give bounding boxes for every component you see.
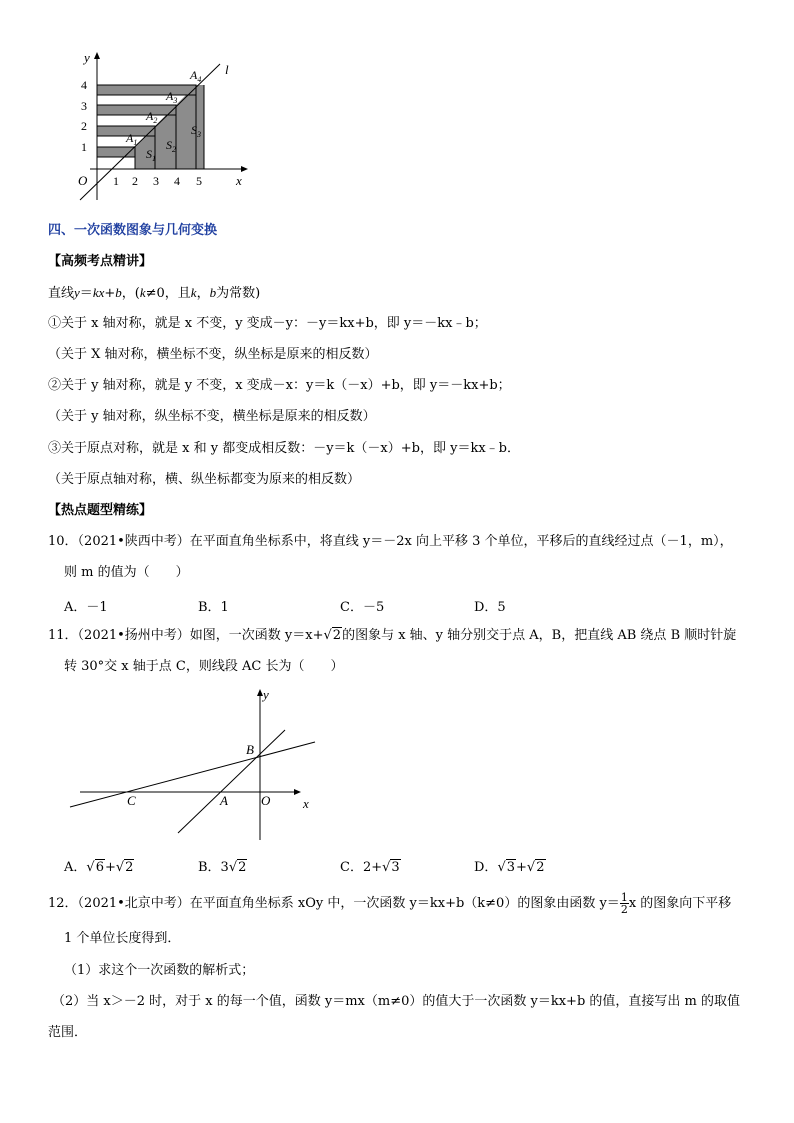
x-axis-label: x [236,173,242,188]
x-tick: 1 [113,174,119,188]
y-tick: 2 [81,119,87,133]
area-s3: $S_3$ [191,123,201,139]
hot-questions-header: 【热点题型精练】 [48,503,153,518]
section-title: 四、一次函数图象与几何变换 [48,223,218,238]
q10-stem: 10．（2021•陕西中考）在平面直角坐标系中，将直线 y＝－2x 向上平移 3 个单位，平移后的直线经过点（－1，m）， [48,534,733,549]
rule-y-axis: ②关于 y 轴对称，就是 y 不变，x 变成－x：y＝k（－x）+b，即 y＝－kx+b； [48,378,511,393]
q11-stem-cont: 转 30°交 x 轴于点 C，则线段 AC 长为（ ） [64,659,344,674]
x-tick: 5 [196,174,202,188]
q10-option-d: D．5 [474,600,506,615]
fraction-half: $\frac{1}{2}$ [620,891,628,916]
point-o: O [261,793,271,808]
q12-part2-cont: 范围． [48,1025,88,1040]
point-a3: $A_3$ [166,89,178,105]
key-points-header: 【高频考点精讲】 [48,254,153,269]
q11-stem: 11．（2021•扬州中考）如图，一次函数 y＝x+√2的图象与 x 轴、y 轴分别交于点 A，B，把直线 AB 绕点 B 顺时针旋 [48,628,737,643]
point-c: C [127,793,136,808]
staircase-figure [70,50,260,205]
point-a2: $A_2$ [146,109,158,125]
rule-origin: ③关于原点对称，就是 x 和 y 都变成相反数：－y＝k（－x）+b，即 y＝kx﹣b． [48,441,520,456]
y-tick: 1 [81,140,87,154]
x-label: x [303,796,309,811]
y-tick: 4 [81,78,87,92]
point-a4: $A_4$ [190,68,202,84]
line-label: l [225,62,229,77]
y-tick: 3 [81,99,87,113]
q10-option-b: B．1 [198,600,229,615]
rule-x-axis-note: （关于 X 轴对称，横坐标不变，纵坐标是原来的相反数） [48,347,378,362]
origin-label: O [78,173,88,188]
q12-stem: 12．（2021•北京中考）在平面直角坐标系 xOy 中，一次函数 y＝kx+b（k≠0）的图象由函数 y＝ $\frac{1}{2}$ x 的图象向下平移 [48,891,732,916]
line-ab [178,730,285,833]
q11-option-b: B．3√2 [198,860,247,875]
x-tick: 4 [174,174,180,188]
y-axis-label: y [84,50,90,65]
rule-y-axis-note: （关于 y 轴对称，纵坐标不变，横坐标是原来的相反数） [48,409,376,424]
q11-option-a: A．√6+√2 [64,860,134,875]
point-a1: $A_1$ [126,131,138,147]
q11-option-c: C．2+√3 [340,860,400,875]
point-b: B [246,742,254,757]
area-s2: $S_2$ [166,138,176,154]
q12-part2: （2）当 x＞－2 时，对于 x 的每一个值，函数 y＝mx（m≠0）的值大于一次函数 y＝kx+b 的值，直接写出 m 的取值 [52,994,740,1009]
rule-x-axis: ①关于 x 轴对称，就是 x 不变，y 变成－y：－y＝kx+b，即 y＝－kx﹣b； [48,316,487,331]
x-tick: 2 [132,174,138,188]
q10-option-a: A．－1 [64,600,108,615]
rule-origin-note: （关于原点轴对称，横、纵坐标都变为原来的相反数） [48,472,361,487]
area-s1: $S_1$ [146,147,156,163]
q12-stem-cont: 1 个单位长度得到． [64,931,181,946]
definition-line: 直线y＝kx+b，(k≠0，且k，b为常数) [48,285,261,301]
x-tick: 3 [153,174,159,188]
q11-figure [65,685,325,845]
y-label: y [263,687,269,702]
q12-part1: （1）求这个一次函数的解析式； [64,963,255,978]
line-bc [70,742,315,807]
point-a: A [220,793,228,808]
q11-option-d: D．√3+√2 [474,860,545,875]
q10-option-c: C．－5 [340,600,385,615]
q10-stem-cont: 则 m 的值为（ ） [64,565,189,580]
